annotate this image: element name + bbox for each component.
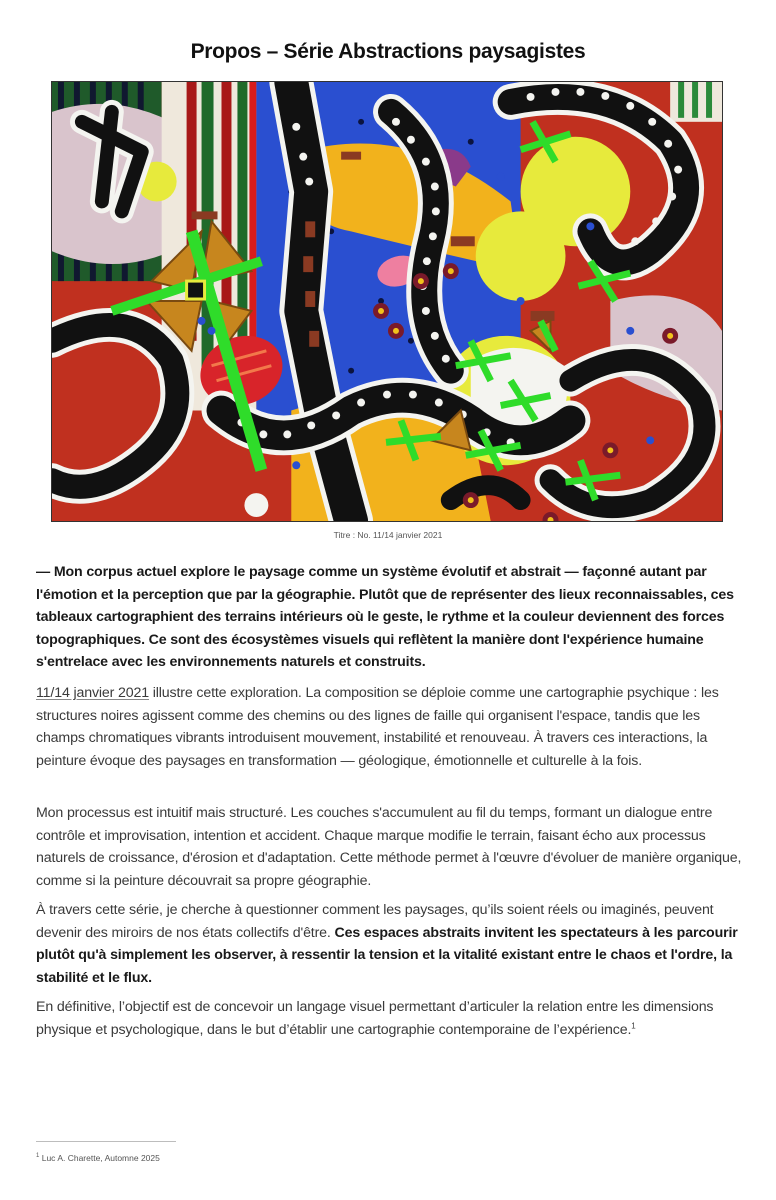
conclusion-text: En définitive, l’objectif est de concevoir un langage visuel permettant d’articuler la relation entre les dimensions physique et psychologique, dans le but d’établir une cartographie contemporaine de l’expérience.: [36, 999, 714, 1038]
painting-illustration: [52, 82, 722, 521]
footnote-separator: [36, 1141, 176, 1142]
artwork-image: [51, 81, 723, 522]
illustration-text: illustre cette exploration. La composition se déploie comme une cartographie psychique : les structures noires agissent comme des chemins ou des lignes de faille qui organisent l'espace, tandis que les champs chromatiques vibrants introduisent mouvement, instabilité et renouveau. À travers ces interactions, la peinture évoque des paysages en transformation — géologique, émotionnelle et culturelle à la fois.: [36, 685, 719, 769]
series-bold-text: Ces espaces abstraits invitent les spectateurs à les parcourir plutôt qu'à simplement les observer, à ressentir la tension et la vitalité existant entre le chaos et l'ordre, la stabilité et le flux.: [36, 924, 738, 986]
artwork-date-link[interactable]: 11/14 janvier 2021: [36, 685, 149, 701]
series-text: À travers cette série, je cherche à questionner comment les paysages, qu’ils soient réels ou imaginés, peuvent devenir des miroirs de nos états collectifs d'être.: [36, 902, 714, 941]
paragraph-illustration: [36, 682, 746, 772]
paragraph-series: [36, 899, 746, 989]
page-title: Propos – Série Abstractions paysagistes: [190, 40, 586, 63]
footnote: [36, 1153, 160, 1163]
paragraph-conclusion: [36, 996, 746, 1041]
footnote-reference[interactable]: 1: [631, 1020, 636, 1030]
footnote-text: Luc A. Charette, Automne 2025: [41, 1153, 160, 1163]
paragraph-process: [36, 802, 746, 892]
paragraph-intro: [36, 561, 746, 674]
intro-text: — Mon corpus actuel explore le paysage comme un système évolutif et abstrait — façonné autant par l'émotion et la perception que par la géographie. Plutôt que de représenter des lieux reconnaissables, ces tableaux cartographient des terrains intérieurs où le geste, le rythme et la couleur deviennent des forces topographiques. Ce sont des écosystèmes visuels qui reflètent la manière dont l'expérience humaine s'entrelace avec les environnements naturels et construits.: [36, 564, 734, 670]
process-text: Mon processus est intuitif mais structuré. Les couches s'accumulent au fil du temps, formant un dialogue entre contrôle et improvisation, intention et accident. Chaque marque modifie le terrain, faisant écho aux processus naturels de croissance, d'érosion et d'adaptation. Cette méthode permet à l'œuvre d'évoluer de manière organique, comme si la peinture découvrait sa propre géographie.: [36, 805, 742, 889]
footnote-number: 1: [36, 1153, 40, 1160]
artwork-caption: Titre : No. 11/14 janvier 2021: [333, 530, 443, 540]
